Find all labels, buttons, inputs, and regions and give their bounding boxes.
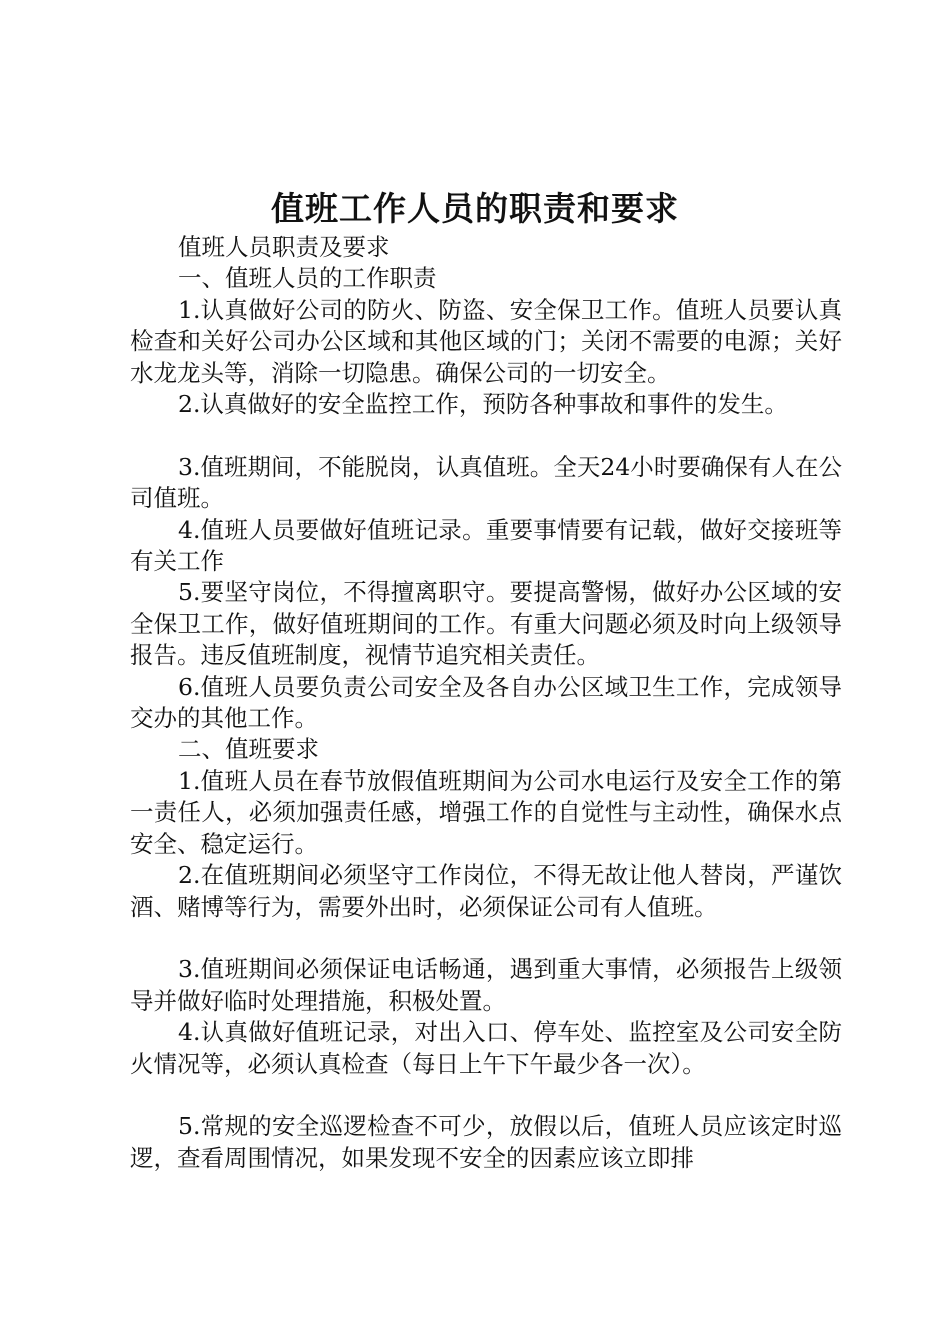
paragraph-requirement-4: 4.认真做好值班记录，对出入口、停车处、监控室及公司安全防火情况等，必须认真检查（每日上午下午最少各一次）。 <box>130 1018 842 1078</box>
blank-line <box>130 1080 842 1111</box>
paragraph-duty-6: 6.值班人员要负责公司安全及各自办公区域卫生工作，完成领导交办的其他工作。 <box>130 672 842 733</box>
paragraph-duty-1: 1.认真做好公司的防火、防盗、安全保卫工作。值班人员要认真检查和关好公司办公区域和其他区域的门；关闭不需要的电源；关好水龙龙头等，消除一切隐患。确保公司的一切安全。 <box>130 295 842 387</box>
paragraph-duty-2: 2.认真做好的安全监控工作，预防各种事故和事件的发生。 <box>178 390 788 419</box>
section-heading-requirements: 二、值班要求 <box>178 735 319 764</box>
paragraph-requirement-1: 1.值班人员在春节放假值班期间为公司水电运行及安全工作的第一责任人，必须加强责任感，增强工作的自觉性与主动性，确保水点安全、稳定运行。 <box>130 766 842 858</box>
document-body <box>130 232 842 1174</box>
blank-line <box>130 420 842 451</box>
paragraph-duty-3: 3.值班期间，不能脱岗，认真值班。全天24小时要确保有人在公司值班。 <box>130 452 842 513</box>
paragraph-requirement-2: 2.在值班期间必须坚守工作岗位，不得无故让他人替岗，严谨饮酒、赌博等行为，需要外出时，必须保证公司有人值班。 <box>130 861 842 921</box>
section-heading-duties: 一、值班人员的工作职责 <box>178 264 437 293</box>
paragraph-requirement-3: 3.值班期间必须保证电话畅通，遇到重大事情，必须报告上级领导并做好临时处理措施，积极处置。 <box>130 955 842 1015</box>
paragraph-duty-5: 5.要坚守岗位，不得擅离职守。要提高警惕，做好办公区域的安全保卫工作，做好值班期间的工作。有重大问题必须及时向上级领导报告。违反值班制度，视情节追究相关责任。 <box>130 578 842 670</box>
paragraph-requirement-5: 5.常规的安全巡逻检查不可少，放假以后，值班人员应该定时巡逻，查看周围情况，如果发现不安全的因素应该立即排 <box>130 1112 842 1172</box>
paragraph-duty-4: 4.值班人员要做好值班记录。重要事情要有记载，做好交接班等有关工作 <box>130 515 842 576</box>
blank-line <box>130 923 842 954</box>
document-title: 值班工作人员的职责和要求 <box>271 189 679 228</box>
paragraph-subtitle: 值班人员职责及要求 <box>178 233 390 261</box>
